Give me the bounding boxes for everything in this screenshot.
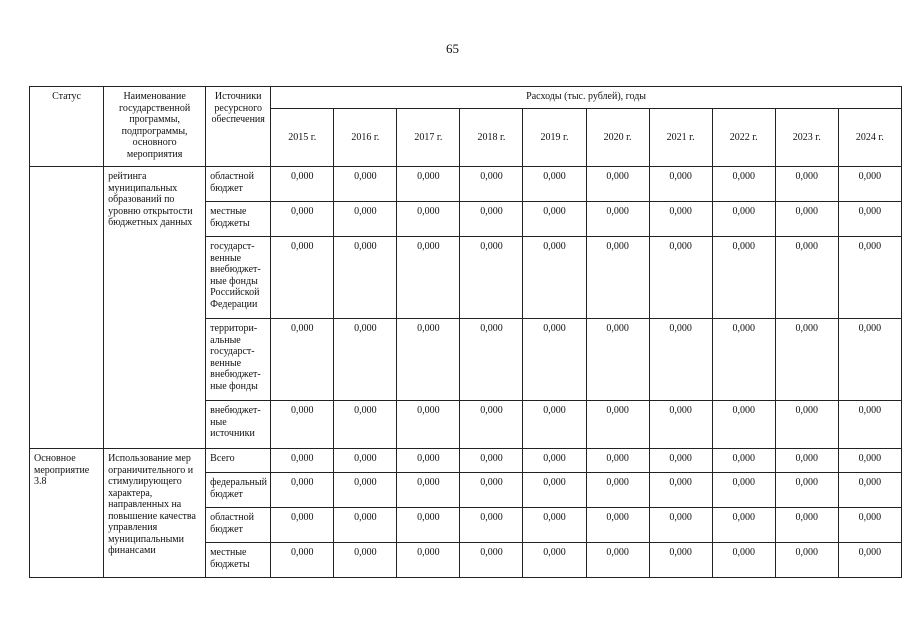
value-cell: 0,000 — [523, 449, 586, 473]
source-cell: областной бюджет — [206, 167, 271, 202]
value-cell: 0,000 — [523, 473, 586, 508]
value-cell: 0,000 — [838, 473, 901, 508]
value-cell: 0,000 — [271, 449, 334, 473]
value-cell: 0,000 — [586, 473, 649, 508]
value-cell: 0,000 — [838, 319, 901, 401]
value-cell: 0,000 — [712, 543, 775, 578]
value-cell: 0,000 — [838, 401, 901, 449]
value-cell: 0,000 — [271, 508, 334, 543]
value-cell: 0,000 — [775, 401, 838, 449]
source-cell: местные бюджеты — [206, 543, 271, 578]
value-cell: 0,000 — [712, 202, 775, 237]
value-cell: 0,000 — [838, 167, 901, 202]
value-cell: 0,000 — [460, 167, 523, 202]
header-year: 2022 г. — [712, 109, 775, 167]
value-cell: 0,000 — [586, 508, 649, 543]
group1-body — [30, 167, 902, 449]
value-cell: 0,000 — [334, 449, 397, 473]
header-year: 2018 г. — [460, 109, 523, 167]
value-cell: 0,000 — [838, 449, 901, 473]
value-cell: 0,000 — [586, 449, 649, 473]
value-cell: 0,000 — [334, 237, 397, 319]
value-cell: 0,000 — [397, 401, 460, 449]
value-cell: 0,000 — [775, 473, 838, 508]
value-cell: 0,000 — [838, 202, 901, 237]
value-cell: 0,000 — [775, 508, 838, 543]
value-cell: 0,000 — [775, 543, 838, 578]
value-cell: 0,000 — [712, 449, 775, 473]
value-cell: 0,000 — [712, 508, 775, 543]
header-year: 2019 г. — [523, 109, 586, 167]
value-cell: 0,000 — [397, 167, 460, 202]
value-cell: 0,000 — [712, 401, 775, 449]
value-cell: 0,000 — [523, 401, 586, 449]
source-cell: местные бюджеты — [206, 202, 271, 237]
value-cell: 0,000 — [586, 543, 649, 578]
value-cell: 0,000 — [334, 167, 397, 202]
value-cell: 0,000 — [523, 237, 586, 319]
value-cell: 0,000 — [775, 167, 838, 202]
value-cell: 0,000 — [649, 543, 712, 578]
value-cell: 0,000 — [460, 449, 523, 473]
value-cell: 0,000 — [523, 508, 586, 543]
header-year: 2017 г. — [397, 109, 460, 167]
value-cell: 0,000 — [775, 237, 838, 319]
value-cell: 0,000 — [460, 401, 523, 449]
value-cell: 0,000 — [397, 237, 460, 319]
group2-body — [30, 449, 902, 578]
value-cell: 0,000 — [460, 319, 523, 401]
page-number: 65 — [446, 41, 459, 56]
value-cell: 0,000 — [460, 473, 523, 508]
value-cell: 0,000 — [334, 508, 397, 543]
value-cell: 0,000 — [775, 319, 838, 401]
value-cell: 0,000 — [523, 543, 586, 578]
header-year: 2020 г. — [586, 109, 649, 167]
value-cell: 0,000 — [334, 473, 397, 508]
name-cell: рейтинга муниципальных образований по уровню открытости бюджетных данных — [104, 167, 206, 449]
value-cell: 0,000 — [397, 543, 460, 578]
value-cell: 0,000 — [397, 473, 460, 508]
value-cell: 0,000 — [271, 473, 334, 508]
value-cell: 0,000 — [334, 319, 397, 401]
value-cell: 0,000 — [838, 237, 901, 319]
value-cell: 0,000 — [397, 319, 460, 401]
header-year: 2023 г. — [775, 109, 838, 167]
value-cell: 0,000 — [649, 167, 712, 202]
value-cell: 0,000 — [775, 202, 838, 237]
status-cell: Основное мероприятие 3.8 — [30, 449, 104, 578]
value-cell: 0,000 — [649, 237, 712, 319]
header-year: 2024 г. — [838, 109, 901, 167]
value-cell: 0,000 — [649, 202, 712, 237]
status-cell — [30, 167, 104, 449]
table-row — [30, 167, 902, 202]
value-cell: 0,000 — [523, 319, 586, 401]
value-cell: 0,000 — [397, 508, 460, 543]
source-cell: внебюджет-ные источники — [206, 401, 271, 449]
source-cell: территори-альные государст-венные внебюджет-ные фонды — [206, 319, 271, 401]
value-cell: 0,000 — [334, 543, 397, 578]
value-cell: 0,000 — [712, 167, 775, 202]
value-cell: 0,000 — [271, 237, 334, 319]
header-expenses: Расходы (тыс. рублей), годы — [271, 87, 902, 109]
value-cell: 0,000 — [460, 543, 523, 578]
header-year: 2021 г. — [649, 109, 712, 167]
value-cell: 0,000 — [712, 319, 775, 401]
value-cell: 0,000 — [712, 237, 775, 319]
table-row — [30, 449, 902, 473]
value-cell: 0,000 — [523, 167, 586, 202]
header-source: Источники ресурсного обеспечения — [206, 87, 271, 167]
header-name: Наименование государственной программы, подпрограммы, основного мероприятия — [104, 87, 206, 167]
value-cell: 0,000 — [460, 202, 523, 237]
value-cell: 0,000 — [649, 473, 712, 508]
value-cell: 0,000 — [397, 449, 460, 473]
value-cell: 0,000 — [523, 202, 586, 237]
value-cell: 0,000 — [397, 202, 460, 237]
value-cell: 0,000 — [460, 237, 523, 319]
value-cell: 0,000 — [586, 237, 649, 319]
value-cell: 0,000 — [838, 543, 901, 578]
value-cell: 0,000 — [712, 473, 775, 508]
source-cell: федеральный бюджет — [206, 473, 271, 508]
value-cell: 0,000 — [586, 202, 649, 237]
value-cell: 0,000 — [271, 543, 334, 578]
value-cell: 0,000 — [649, 508, 712, 543]
value-cell: 0,000 — [775, 449, 838, 473]
value-cell: 0,000 — [271, 167, 334, 202]
value-cell: 0,000 — [334, 401, 397, 449]
value-cell: 0,000 — [649, 449, 712, 473]
value-cell: 0,000 — [271, 319, 334, 401]
header-year: 2015 г. — [271, 109, 334, 167]
value-cell: 0,000 — [271, 202, 334, 237]
value-cell: 0,000 — [649, 319, 712, 401]
value-cell: 0,000 — [271, 401, 334, 449]
value-cell: 0,000 — [838, 508, 901, 543]
value-cell: 0,000 — [586, 319, 649, 401]
value-cell: 0,000 — [460, 508, 523, 543]
value-cell: 0,000 — [334, 202, 397, 237]
name-cell: Использование мер ограничительного и стимулирующего характера, направленных на повышение качества управления муниципальными финансами — [104, 449, 206, 578]
source-cell: Всего — [206, 449, 271, 473]
source-cell: государст-венные внебюджет-ные фонды Российской Федерации — [206, 237, 271, 319]
source-cell: областной бюджет — [206, 508, 271, 543]
header-status: Статус — [30, 87, 104, 167]
value-cell: 0,000 — [586, 167, 649, 202]
value-cell: 0,000 — [649, 401, 712, 449]
header-year: 2016 г. — [334, 109, 397, 167]
budget-table — [29, 86, 902, 578]
value-cell: 0,000 — [586, 401, 649, 449]
